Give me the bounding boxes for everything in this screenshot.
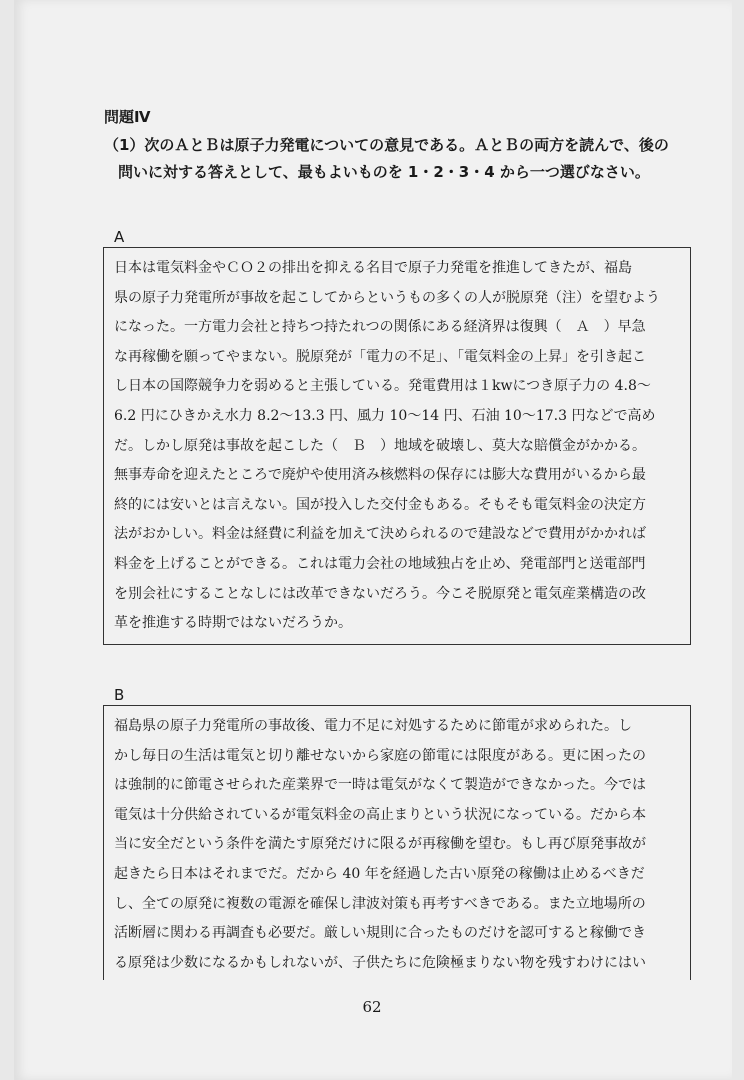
passage-a-line: 無事寿命を迎えたところで廃炉や使用済み核燃料の保存には膨大な費用がいるから最 xyxy=(114,467,646,484)
passage-b-line: し、全ての原発に複数の電源を確保し津波対策も再考すべきである。また立地場所の xyxy=(114,895,646,912)
passage-a-line: になった。一方電力会社と持ちつ持たれつの関係にある経済界は復興（ Ａ ）早急 xyxy=(114,319,646,336)
problem-heading: 問題Ⅳ xyxy=(104,108,151,126)
passage-a-line: 革を推進する時期ではないだろうか。 xyxy=(114,615,352,632)
passage-a-line: な再稼働を願ってやまない。脱原発が「電力の不足」、「電気料金の上昇」を引き起こ xyxy=(114,348,646,365)
question-line: 問いに対する答えとして、最もよいものを 1・2・3・4 から一つ選びなさい。 xyxy=(118,163,650,181)
passage-a-line: 日本は電気料金やＣＯ２の排出を抑える名目で原子力発電を推進してきたが、福島 xyxy=(114,260,632,276)
passage-a-line: を別会社にすることなしには改革できないだろう。今こそ脱原発と電気産業構造の改 xyxy=(114,585,646,602)
passage-a-line: 県の原子力発電所が事故を起こしてからというもの多くの人が脱原発（注）を望むよう xyxy=(114,289,660,306)
passage-b-line: 福島県の原子力発電所の事故後、電力不足に対処するために節電が求められた。し xyxy=(114,718,632,734)
passage-a-line: だ。しかし原発は事故を起こした（ Ｂ ）地域を破壊し、莫大な賠償金がかかる。 xyxy=(114,437,646,454)
passage-b-label: B xyxy=(114,686,125,704)
passage-b-line: 当に安全だという条件を満たす原発だけに限るが再稼働を望む。もし再び原発事故が xyxy=(114,836,646,853)
passage-a-line: し日本の国際競争力を弱めると主張している。発電費用は１kwにつき原子力の 4.8～ xyxy=(114,378,651,395)
passage-a-box xyxy=(103,247,691,645)
page-number: 62 xyxy=(362,998,382,1016)
question-line: （1）次のＡとＢは原子力発電についての意見である。ＡとＢの両方を読んで、後の xyxy=(104,136,669,154)
passage-b-line: る原発は少数になるかもしれないが、子供たちに危険極まりない物を残すわけにはい xyxy=(114,954,646,971)
question-instructions xyxy=(104,132,694,186)
passage-a-line: 料金を上げることができる。これは電力会社の地域独占を止め、発電部門と送電部門 xyxy=(114,555,646,572)
passage-a-line: 終的には安いとは言えない。国が投入した交付金もある。そもそも電気料金の決定方 xyxy=(114,496,646,513)
passage-b-line: 活断層に関わる再調査も必要だ。厳しい規則に合ったものだけを認可すると稼働でき xyxy=(114,925,646,942)
passage-a-line: 6.2 円にひきかえ水力 8.2～13.3 円、風力 10～14 円、石油 10～17.3 円などで高め xyxy=(114,407,656,424)
passage-b-line: かし毎日の生活は電気と切り離せないから家庭の節電には限度がある。更に困ったの xyxy=(114,747,646,764)
passage-a-label: A xyxy=(114,228,125,246)
passage-b-line: 電気は十分供給されているが電気料金の高止まりという状況になっている。だから本 xyxy=(114,806,646,823)
passage-a-line: 法がおかしい。料金は経費に利益を加えて決められるので建設などで費用がかかれば xyxy=(114,526,646,543)
passage-b-line: 起きたら日本はそれまでだ。だから 40 年を経過した古い原発の稼働は止めるべきだ xyxy=(114,865,645,882)
passage-b-box xyxy=(103,705,691,980)
passage-b-line: は強制的に節電させられた産業界で一時は電気がなくて製造ができなかった。今では xyxy=(114,777,646,794)
